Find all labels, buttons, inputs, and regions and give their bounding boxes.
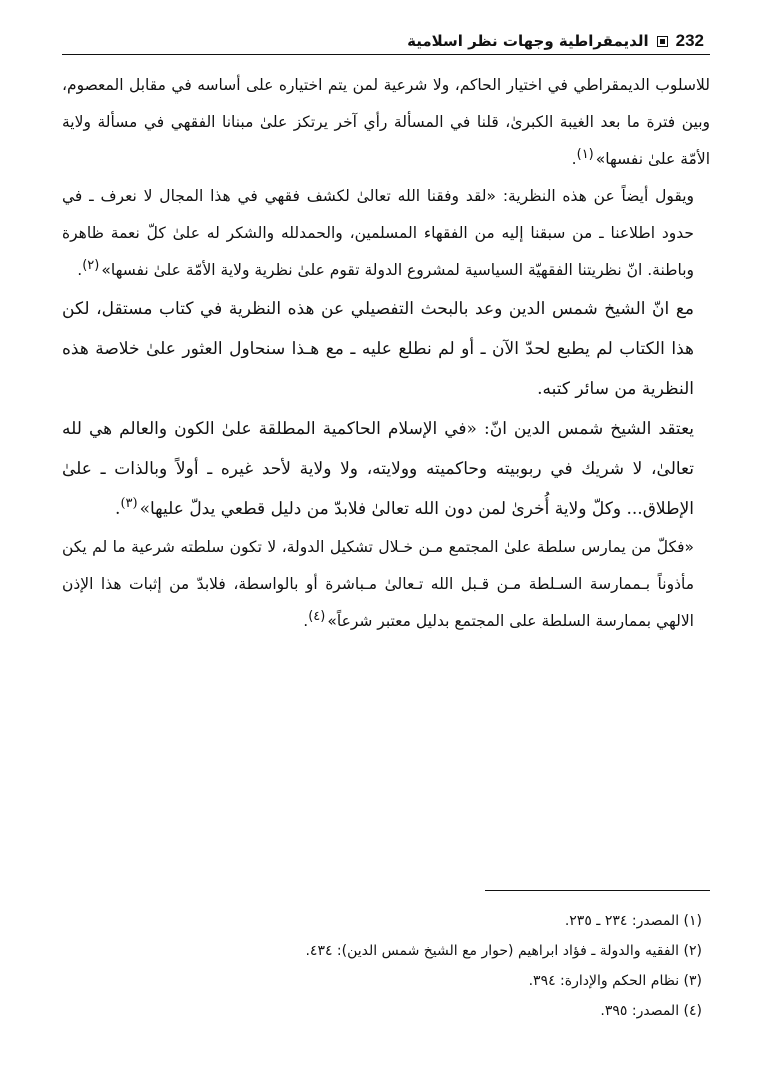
footnote-4: (٤) المصدر: ٣٩٥. [600, 1003, 702, 1019]
square-bullet-icon [657, 36, 668, 47]
footnote-1: (١) المصدر: ٢٣٤ ـ ٢٣٥. [564, 913, 702, 929]
paragraph-text: يعتقد الشيخ شمس الدين انّ: «في الإسلام الحاكمية المطلقة علىٰ الكون والعالم هي لله تعالىٰ، لا شريك في ربوبيته وحاكميته وولايته، ولا ولاية لأحد غيره ـ أولاً وبالذات ـ علىٰ الإطلاق... وكلّ ولاية أُخرىٰ لمن دون الله تعالىٰ فلابدّ من دليل قطعي يدلّ عليها» [62, 419, 694, 519]
paragraph-text: مع انّ الشيخ شمس الدين وعد بالبحث التفصيلي عن هذه النظرية في كتاب مستقل، لكن هذا الكتاب لم يطبع لحدّ الآن ـ أو لم نطلع عليه ـ مع هـذا سنحاول العثور علىٰ خلاصة هذه النظرية من سائر كتبه. [62, 299, 694, 399]
paragraph-1: للاسلوب الديمقراطي في اختيار الحاكم، ولا شرعية لمن يتم اختياره على أساسه في مقابل المعصوم، وبين فترة ما بعد الغيبة الكبرىٰ، قلنا في المسألة رأي آخر يرتكز علىٰ مبنانا الفقهي في مسألة ولاية الأمّة علىٰ نفسها»$^{(١)}$. [62, 76, 710, 168]
footnote-divider [485, 890, 710, 891]
footnote-reference: (٢) [82, 257, 100, 273]
paragraph-text: «فكلّ من يمارس سلطة علىٰ المجتمع مـن خـلال تشكيل الدولة، لا تكون سلطته شرعية ما لم يكن مأذوناً بـممارسة السـلطة مـن قـبل الله تـعالىٰ مـباشرة أو بالواسطة، فلابدّ من إثبات هذا الإذن الالهي بممارسة السلطة على المجتمع بدليل معتبر شرعاً» [62, 538, 694, 630]
paragraph-text: للاسلوب الديمقراطي في اختيار الحاكم، ولا شرعية لمن يتم اختياره على أساسه في مقابل المعصوم، وبين فترة ما بعد الغيبة الكبرىٰ، قلنا في المسألة رأي آخر يرتكز علىٰ مبنانا الفقهي في مسألة ولاية الأمّة علىٰ نفسها» [62, 76, 710, 168]
paragraph-3 [62, 289, 710, 409]
page-number: 232 [675, 31, 704, 50]
running-title: الديمقراطية وجهات نظر اسلامية [407, 32, 649, 50]
footnote-2: (٢) الفقيه والدولة ـ فؤاد ابراهيم (حوار مع الشيخ شمس الدين): ٤٣٤. [305, 943, 702, 959]
footnote-3: (٣) نظام الحكم والإدارة: ٣٩٤. [528, 973, 702, 989]
paragraph-text: ويقول أيضاً عن هذه النظرية: «لقد وفقنا الله تعالىٰ لكشف فقهي في هذا المجال لا نعرف ـ في حدود اطلاعنا ـ من سبقنا إليه من الفقهاء المسلمين، والحمدلله والشكر له علىٰ كلّ نعمة ظاهرة وباطنة. انّ نظريتنا الفقهيّة السياسية لمشروع الدولة تقوم علىٰ نظرية ولاية الأمّة علىٰ نفسها» [62, 187, 694, 279]
book-page [62, 28, 710, 1058]
footnote-reference: (١) [576, 146, 594, 162]
footnote-reference: (٣) [120, 496, 138, 512]
paragraph-5: «فكلّ من يمارس سلطة علىٰ المجتمع مـن خـلال تشكيل الدولة، لا تكون سلطته شرعية ما لم يكن مأذوناً بـممارسة السـلطة مـن قـبل الله تـعالىٰ مـباشرة أو بالواسطة، فلابدّ من إثبات هذا الإذن الالهي بممارسة السلطة على المجتمع بدليل معتبر شرعاً»$^{(٤)}$. [62, 538, 694, 630]
footnote-reference: (٤) [308, 608, 326, 624]
body-text [62, 67, 710, 640]
footnotes [62, 906, 710, 1026]
page-header [62, 28, 710, 55]
paragraph-4: يعتقد الشيخ شمس الدين انّ: «في الإسلام الحاكمية المطلقة علىٰ الكون والعالم هي لله تعالىٰ، لا شريك في ربوبيته وحاكميته وولايته، ولا ولاية لأحد غيره ـ أولاً وبالذات ـ علىٰ الإطلاق... وكلّ ولاية أُخرىٰ لمن دون الله تعالىٰ فلابدّ من دليل قطعي يدلّ عليها»$^{(٣)}$. [62, 419, 694, 519]
header-row [62, 31, 710, 51]
paragraph-2: ويقول أيضاً عن هذه النظرية: «لقد وفقنا الله تعالىٰ لكشف فقهي في هذا المجال لا نعرف ـ في حدود اطلاعنا ـ من سبقنا إليه من الفقهاء المسلمين، والحمدلله والشكر له علىٰ كلّ نعمة ظاهرة وباطنة. انّ نظريتنا الفقهيّة السياسية لمشروع الدولة تقوم علىٰ نظرية ولاية الأمّة علىٰ نفسها»$^{(٢)}$. [62, 187, 694, 279]
